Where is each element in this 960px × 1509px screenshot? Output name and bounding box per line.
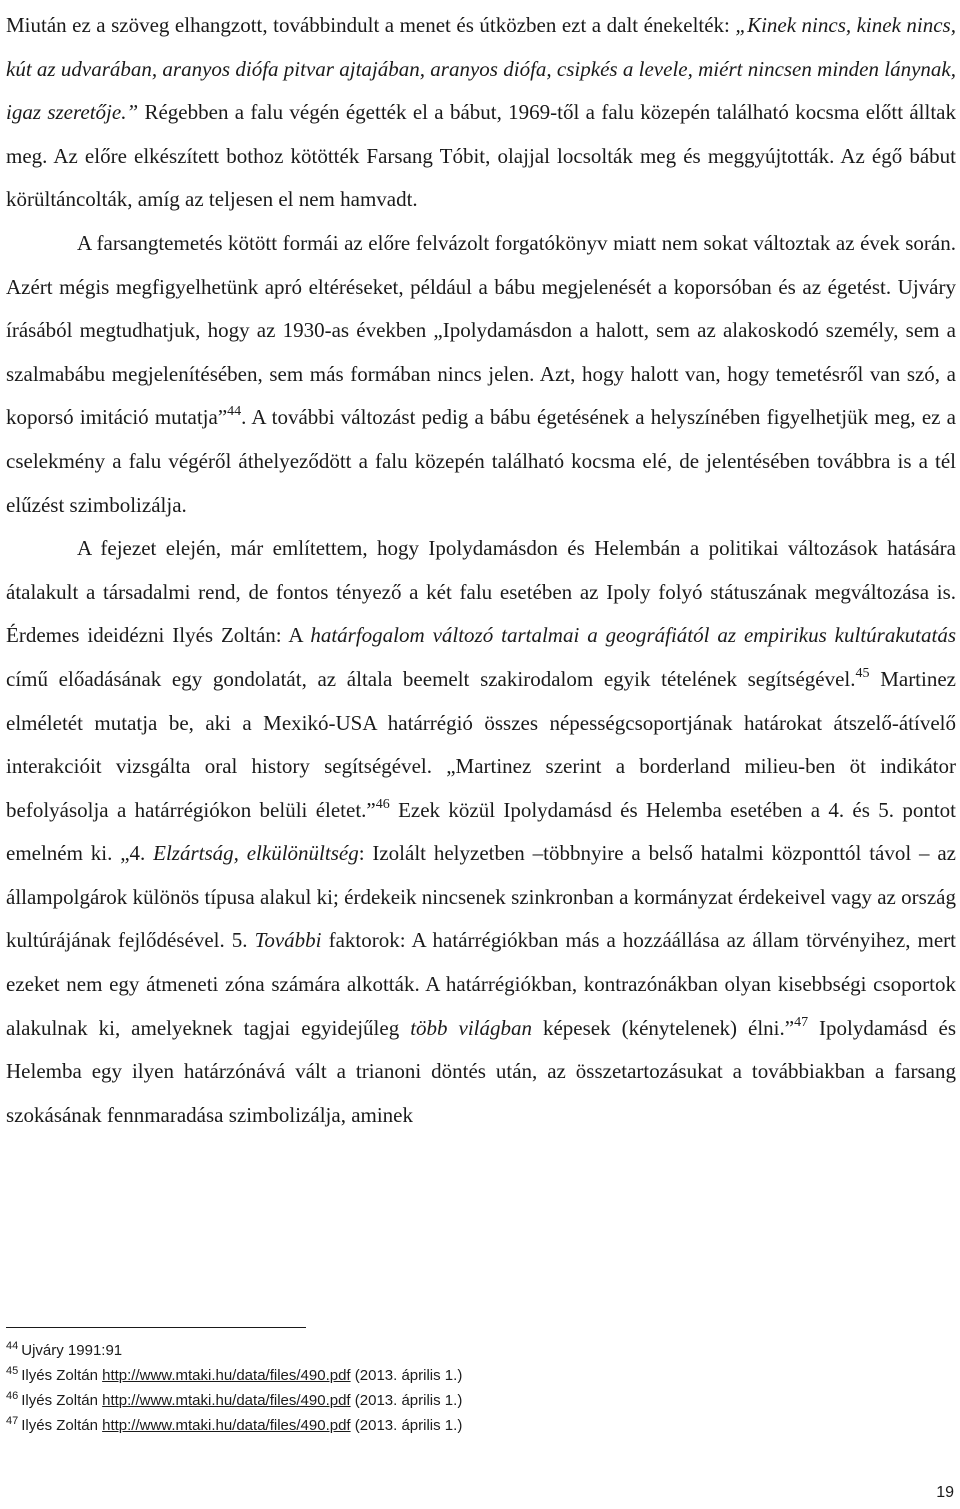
footnote-reference: 45 <box>855 665 870 681</box>
footnote-date: (2013. április 1.) <box>354 1367 463 1384</box>
paragraph-1 <box>6 4 956 222</box>
footnote-reference: 46 <box>375 796 390 812</box>
footnote-44 <box>6 1338 906 1363</box>
italic-text: További <box>254 928 322 953</box>
footnote-author: Ilyés Zoltán <box>21 1392 98 1409</box>
text-run: Martinez elméletét mutatja be, aki a Mexikó-USA határrégió összes népességcsoportjának határokat átszelő-átívelő interakcióit vizsgálta oral history segítségével. „Martinez szerint a borderland milieu-ben öt indikátor befolyásolja a határrégiókon belüli életet.” <box>6 666 956 822</box>
page-number: 19 <box>936 1484 954 1501</box>
text-run: képesek (kénytelenek) élni.” <box>532 1015 795 1040</box>
text-run: Ezek közül Ipolydamásd és Helemba esetében a 4. és 5. pontot emelném ki. „4. <box>6 797 957 866</box>
footnote-47 <box>6 1413 906 1438</box>
footnote-link[interactable]: http://www.mtaki.hu/data/files/490.pdf <box>102 1367 351 1384</box>
footnote-link[interactable]: http://www.mtaki.hu/data/files/490.pdf <box>102 1392 351 1409</box>
footnote-date: (2013. április 1.) <box>354 1392 463 1409</box>
italic-text: több világban <box>410 1015 532 1040</box>
footnotes <box>6 1338 906 1438</box>
footnote-number: 44 <box>6 1340 19 1352</box>
footnote-number: 45 <box>6 1365 19 1377</box>
footnote-author: Ilyés Zoltán <box>21 1367 98 1384</box>
paragraph-2 <box>6 222 956 527</box>
footnote-reference: 47 <box>794 1014 809 1030</box>
italic-text: „Kinek nincs, kinek nincs, kút az udvarában, aranyos diófa pitvar ajtajában, aranyos diófa, csipkés a levele, miért nincsen minden lánynak, igaz szeretője.” <box>6 13 956 125</box>
footnote-reference: 44 <box>227 404 242 420</box>
footnote-number: 47 <box>6 1415 19 1427</box>
text-run: Régebben a falu végén égették el a bábut, 1969-től a falu közepén található kocsma előtt álltak meg. Az előre elkészített bothoz kötötték Farsang Tóbit, olajjal locsolták meg és meggyújtották. Az égő bábut körültáncolták, amíg az teljesen el nem hamvadt. <box>6 100 956 212</box>
footnote-author: Ilyés Zoltán <box>21 1417 98 1434</box>
text-run: . A további változást pedig a bábu égetésének a helyszínében figyelhetjük meg, ez a cselekmény a falu végéről áthelyeződött a falu közepén található kocsma elé, de jelentésében továbbra is a tél elűzést szimbolizálja. <box>6 405 956 517</box>
footnote-date: (2013. április 1.) <box>354 1417 463 1434</box>
footnote-text: Ujváry 1991:91 <box>21 1342 123 1359</box>
text-run: faktorok: A határrégiókban más a hozzáállása az állam törvényihez, mert ezeket nem egy átmeneti zóna számára alkották. A határrégiókban, kontrazónákban olyan kisebbségi csoportok alakulnak ki, amelyeknek tagjai egyidejűleg <box>6 928 956 1040</box>
text-run: A fejezet elején, már említettem, hogy Ipolydamásdon és Helembán a politikai változások hatására átalakult a társadalmi rend, de fontos tényező a két falu esetében az Ipoly folyó státuszának megváltozása is. Érdemes ideidézni Ilyés Zoltán: A <box>6 536 956 648</box>
text-run: Ipolydamásd és Helemba egy ilyen határzónává vált a trianoni döntés után, az összetartozásukat a továbbiakban a farsang szokásának fennmaradása szimbolizálja, aminek <box>6 1015 957 1127</box>
footnote-link[interactable]: http://www.mtaki.hu/data/files/490.pdf <box>102 1417 351 1434</box>
footnote-separator <box>6 1327 306 1328</box>
footnote-45 <box>6 1363 906 1388</box>
text-run: A farsangtemetés kötött formái az előre felvázolt forgatókönyv miatt nem sokat változtak az évek során. Azért mégis megfigyelhetünk apró eltéréseket, például a bábu megjelenését a koporsóban és az égetést. Ujváry írásából megtudhatjuk, hogy az 1930-as években „Ipolydamásdon a halott, sem az alakoskodó személy, sem a szalmabábu megjelenítésében, sem más formában nincs jelen. Azt, hogy halott van, hogy temetésről van szó, a koporsó imitáció mutatja” <box>6 230 956 430</box>
text-run: című előadásának egy gondolatát, az általa beemelt szakirodalom egyik tételének segítségével. <box>6 666 856 691</box>
paragraph-3 <box>6 527 956 1137</box>
footnote-number: 46 <box>6 1390 19 1402</box>
text-run: Miután ez a szöveg elhangzott, továbbindult a menet és útközben ezt a dalt énekelték: <box>6 13 736 37</box>
italic-text: határfogalom változó tartalmai a geográfiától az empirikus kultúrakutatás <box>310 623 957 648</box>
body-text <box>6 4 956 1137</box>
footnote-46 <box>6 1388 906 1413</box>
text-run: : Izolált helyzetben –többnyire a belső hatalmi központtól távol – az állampolgárok különös típusa alakul ki; érdekeik nincsenek szinkronban a kormányzat érdekeivel vagy az ország kultúrájának fejlődésével. 5. <box>6 841 956 953</box>
italic-text: Elzártság, elkülönültség <box>153 841 359 866</box>
